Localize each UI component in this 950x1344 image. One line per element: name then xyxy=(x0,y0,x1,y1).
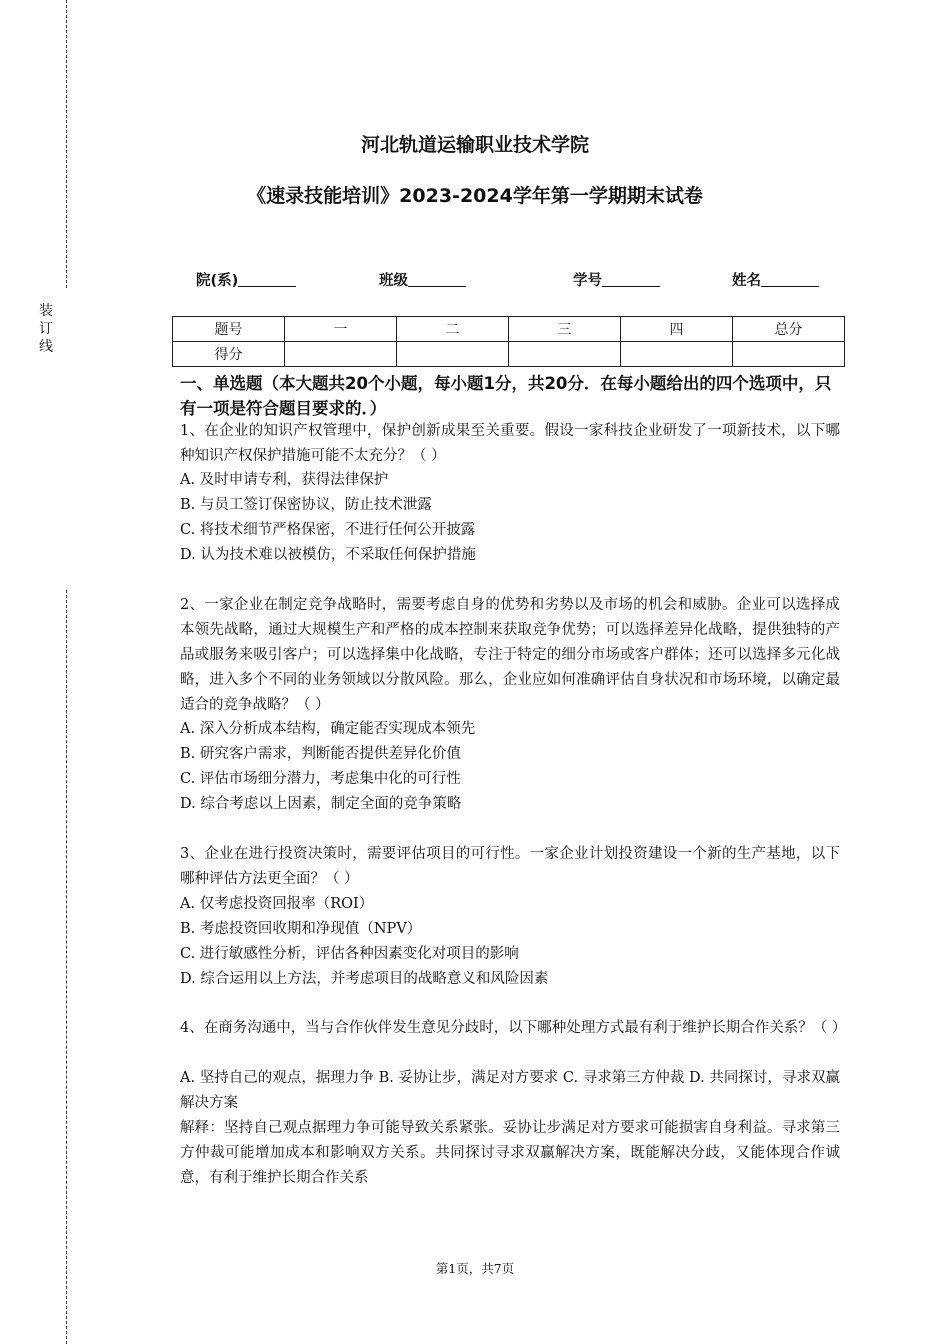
binding-label: 装订线 xyxy=(39,303,53,355)
score-cell[interactable] xyxy=(621,342,733,367)
score-cell[interactable] xyxy=(733,342,845,367)
question-2-option-a: A. 深入分析成本结构，确定能否实现成本领先 xyxy=(180,721,476,737)
score-header-cell: 题号 xyxy=(173,317,285,342)
class-blank[interactable] xyxy=(408,271,466,287)
question-2-option-d: D. 综合考虑以上因素，制定全面的竞争策略 xyxy=(180,796,462,812)
section-heading: 一、单选题（本大题共20个小题，每小题1分，共20分．在每小题给出的四个选项中，只有一项是符合题目要求的．） xyxy=(180,374,832,418)
question-3-option-d: D. 综合运用以上方法，并考虑项目的战略意义和风险因素 xyxy=(180,971,549,987)
question-1-option-b: B. 与员工签订保密协议，防止技术泄露 xyxy=(180,497,432,513)
student-id-blank[interactable] xyxy=(602,271,660,287)
question-4-explanation: 解释：坚持自己观点据理力争可能导致关系紧张。妥协让步满足对方要求可能损害自身利益。寻求第三方仲裁可能增加成本和影响双方关系。共同探讨寻求双赢解决方案，既能解决分歧，又能体现合作诚意，有利于维护长期合作关系 xyxy=(180,1120,840,1186)
question-2-option-b: B. 研究客户需求，判断能否提供差异化价值 xyxy=(180,746,461,762)
score-header-cell: 总分 xyxy=(733,317,845,342)
question-1-text: 1、在企业的知识产权管理中，保护创新成果至关重要。假设一家科技企业研发了一项新技术，以下哪种知识产权保护措施可能不太充分？（ ） xyxy=(180,423,840,464)
score-header-cell: 二 xyxy=(397,317,509,342)
question-1-option-a: A. 及时申请专利，获得法律保护 xyxy=(180,472,389,488)
page-footer: 第1页，共7页 xyxy=(435,1261,515,1276)
question-3-option-a: A. 仅考虑投资回报率（ROI） xyxy=(180,896,374,912)
score-header-cell: 三 xyxy=(509,317,621,342)
question-2-text: 2、一家企业在制定竞争战略时，需要考虑自身的优势和劣势以及市场的机会和威胁。企业可以选择成本领先战略，通过大规模生产和严格的成本控制来获取竞争优势；可以选择差异化战略，提供独特的产品或服务来吸引客户；可以选择集中化战略，专注于特定的细分市场或客户群体；还可以选择多元化战略，进入多个不同的业务领域以分散风险。那么，企业应如何准确评估自身状况和市场环境，以确定最适合的竞争战略？（ ） xyxy=(180,597,840,713)
score-cell[interactable] xyxy=(397,342,509,367)
student-id-field: 学号 xyxy=(573,269,660,290)
name-field: 姓名 xyxy=(732,269,819,290)
score-header-cell: 一 xyxy=(285,317,397,342)
question-4-text: 4、在商务沟通中，当与合作伙伴发生意见分歧时，以下哪种处理方式最有利于维护长期合作关系？（ ） xyxy=(180,1020,847,1036)
department-blank[interactable] xyxy=(238,271,296,287)
score-header-cell: 四 xyxy=(621,317,733,342)
question-3-option-b: B. 考虑投资回收期和净现值（NPV） xyxy=(180,921,422,937)
question-3-text: 3、企业在进行投资决策时，需要评估项目的可行性。一家企业计划投资建设一个新的生产基地，以下哪种评估方法更全面？（ ） xyxy=(180,846,840,887)
score-table-score-row xyxy=(173,342,845,367)
score-table-header-row xyxy=(173,317,845,342)
binding-line-bottom xyxy=(66,590,67,1344)
exam-title: 《速录技能培训》2023-2024学年第一学期期末试卷 xyxy=(247,185,703,207)
department-field: 院(系) xyxy=(196,269,296,290)
question-1-option-d: D. 认为技术难以被模仿，不采取任何保护措施 xyxy=(180,547,476,563)
name-blank[interactable] xyxy=(761,271,819,287)
score-cell[interactable] xyxy=(509,342,621,367)
class-field: 班级 xyxy=(379,269,466,290)
question-2-option-c: C. 评估市场细分潜力，考虑集中化的可行性 xyxy=(180,771,461,787)
question-1-option-c: C. 将技术细节严格保密，不进行任何公开披露 xyxy=(180,522,476,538)
question-3-option-c: C. 进行敏感性分析，评估各种因素变化对项目的影响 xyxy=(180,946,519,962)
score-table xyxy=(172,316,845,367)
score-row-label: 得分 xyxy=(173,342,285,367)
question-4-options: A. 坚持自己的观点，据理力争 B. 妥协让步，满足对方要求 C. 寻求第三方仲裁 D. 共同探讨，寻求双赢解决方案 xyxy=(180,1070,840,1111)
score-cell[interactable] xyxy=(285,342,397,367)
school-title: 河北轨道运输职业技术学院 xyxy=(360,134,589,156)
